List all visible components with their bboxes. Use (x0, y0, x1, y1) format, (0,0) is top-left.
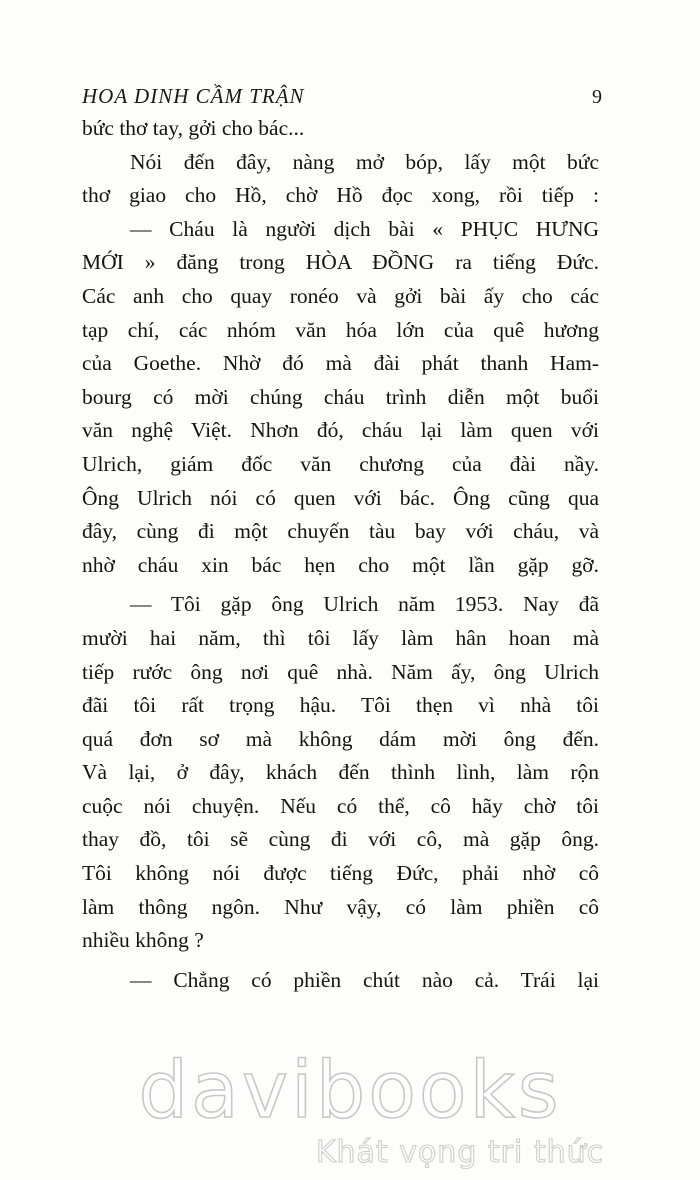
watermark-slogan: Khát vọng tri thức (315, 1135, 605, 1170)
text-line: MỚI » đăng trong HÒA ĐỒNG ra tiếng Đức. (82, 250, 599, 275)
text-line: nhiều không ? (82, 928, 204, 953)
text-line: tiếp rước ông nơi quê nhà. Năm ấy, ông Ulrich (82, 659, 599, 684)
text-line: bourg có mời chúng cháu trình diễn một buổi (82, 384, 599, 409)
text-line: Tôi không nói được tiếng Đức, phải nhờ cô (82, 861, 599, 886)
text-line: văn nghệ Việt. Nhơn đó, cháu lại làm quen với (82, 418, 599, 443)
text-line: đây, cùng đi một chuyến tàu bay với cháu, và (82, 519, 599, 544)
text-line: Các anh cho quay ronéo và gởi bài ấy cho các (82, 283, 599, 308)
text-line: quá đơn sơ mà không dám mời ông đến. (82, 726, 599, 751)
text-line: Và lại, ở đây, khách đến thình lình, làm rộn (82, 760, 599, 785)
text-line: — Tôi gặp ông Ulrich năm 1953. Nay đã (130, 592, 599, 617)
text-line: đãi tôi rất trọng hậu. Tôi thẹn vì nhà tôi (82, 693, 599, 718)
text-line: tạp chí, các nhóm văn hóa lớn của quê hương (82, 317, 599, 342)
text-line: Nói đến đây, nàng mở bóp, lấy một bức (130, 149, 599, 174)
text-line: Ông Ulrich nói có quen với bác. Ông cũng qua (82, 485, 599, 510)
body-text (82, 112, 599, 997)
text-line: — Cháu là người dịch bài « PHỤC HƯNG (130, 216, 599, 241)
text-line: Ulrich, giám đốc văn chương của đài nầy. (82, 451, 599, 476)
text-line: nhờ cháu xin bác hẹn cho một lần gặp gỡ. (82, 552, 599, 577)
text-line: thơ giao cho Hồ, chờ Hồ đọc xong, rồi tiếp : (82, 183, 599, 208)
text-line: cuộc nói chuyện. Nếu có thể, cô hãy chờ tôi (82, 793, 599, 818)
page-number: 9 (592, 86, 602, 108)
text-line: thay đồ, tôi sẽ cùng đi với cô, mà gặp ông. (82, 827, 599, 852)
text-line: mười hai năm, thì tôi lấy làm hân hoan mà (82, 625, 599, 650)
text-line: của Goethe. Nhờ đó mà đài phát thanh Ham- (82, 351, 599, 376)
text-line: làm thông ngôn. Như vậy, có làm phiền cô (82, 894, 599, 919)
running-title: HOA DINH CẦM TRẬN (82, 84, 305, 108)
text-line: bức thơ tay, gởi cho bác... (82, 116, 305, 140)
watermark-brand: davibooks (138, 1046, 562, 1136)
text-line: — Chẳng có phiền chút nào cả. Trái lại (130, 967, 599, 992)
